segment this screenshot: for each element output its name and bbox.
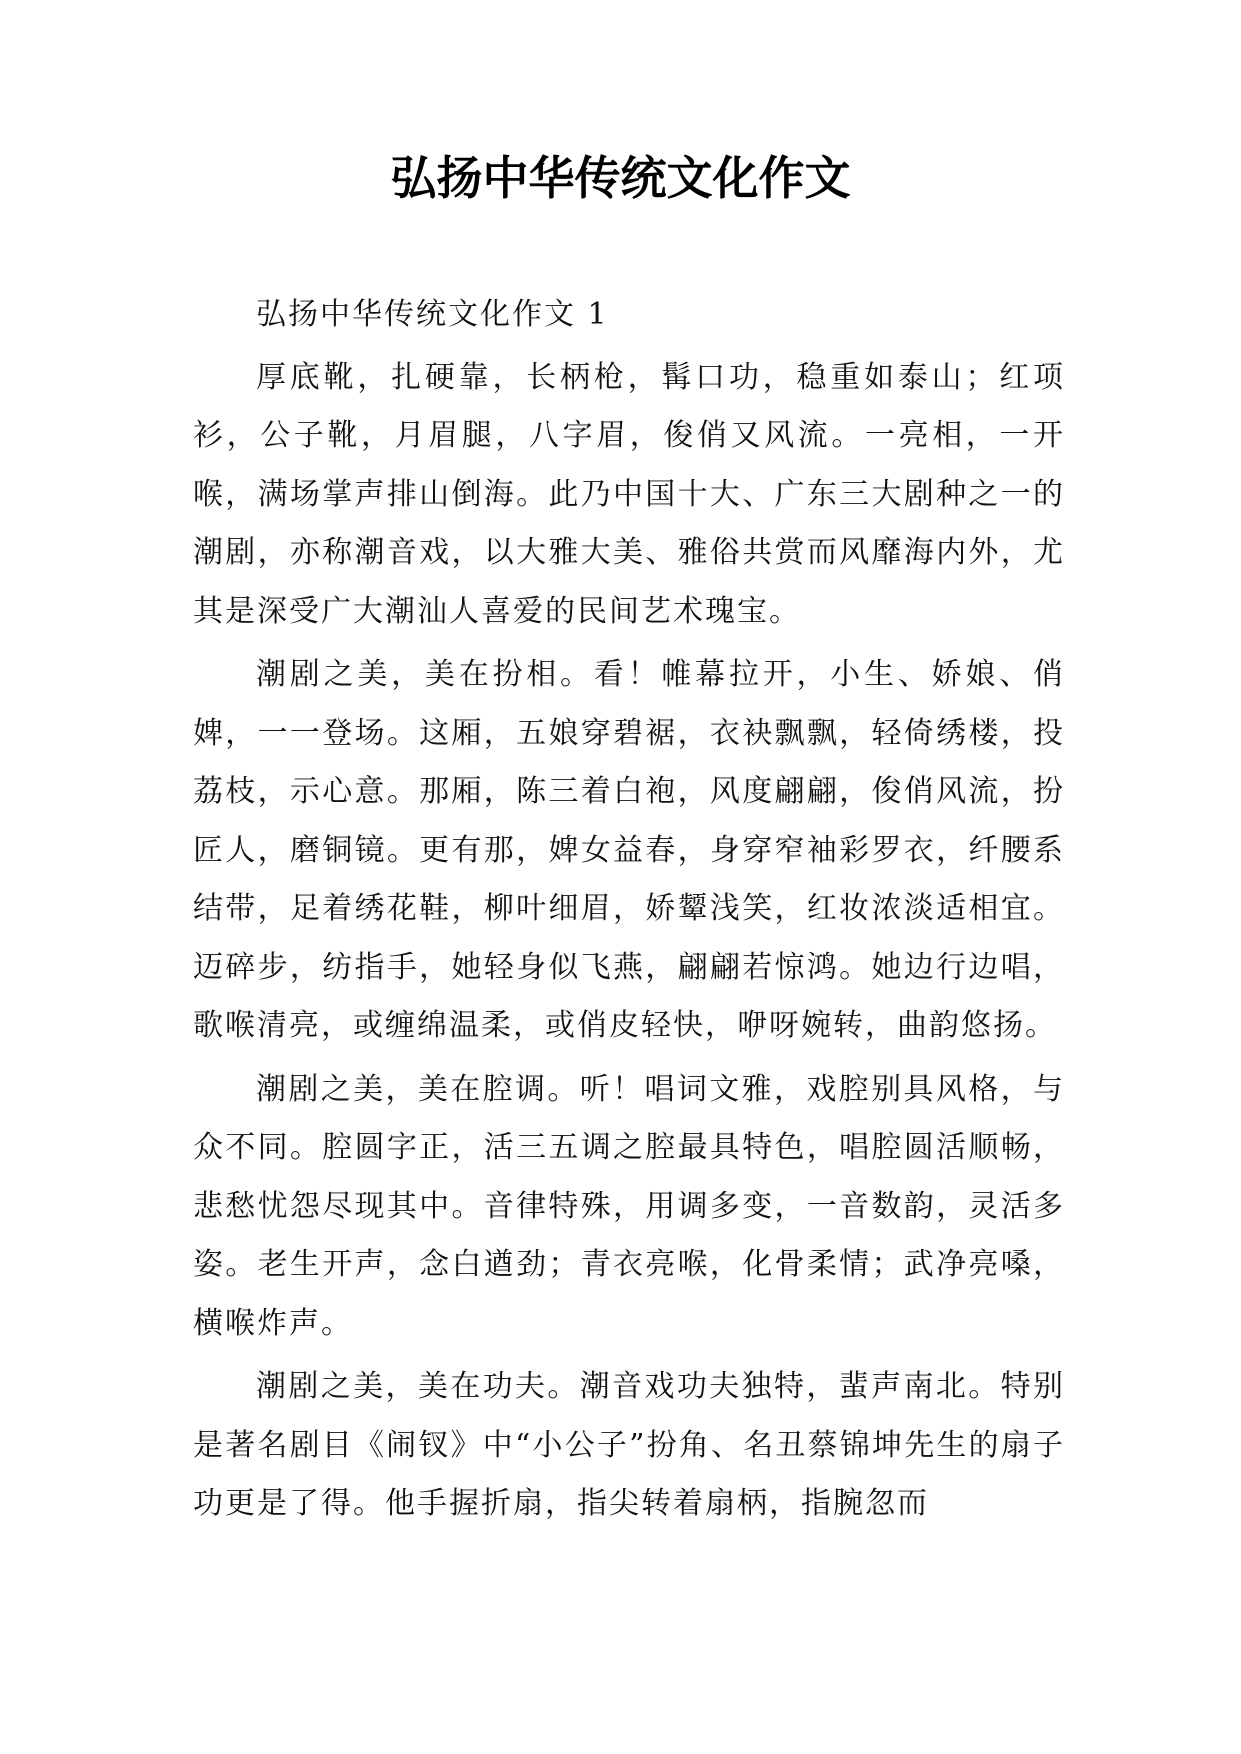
paragraph-1: 厚底靴，扎硬靠，长柄枪，髯口功，稳重如泰山；红项衫，公子靴，月眉腿，八字眉，俊俏又风流。一亮相，一开喉，满场掌声排山倒海。此乃中国十大、广东三大剧种之一的潮剧，亦称潮音戏，以大雅大美、雅俗共赏而风靡海内外，尤其是深受广大潮汕人喜爱的民间艺术瑰宝。 [193,359,1065,629]
document-title: 弘扬中华传统文化作文 [390,151,851,205]
document-body [193,286,1065,1539]
paragraph-4: 潮剧之美，美在功夫。潮音戏功夫独特，蜚声南北。特别是著名剧目《闹钗》中“小公子”扮角、名丑蔡锦坤先生的扇子功更是了得。他手握折扇，指尖转着扇柄，指腕忽而 [193,1369,1065,1521]
paragraph-2: 潮剧之美，美在扮相。看！帷幕拉开，小生、娇娘、俏婢，一一登场。这厢，五娘穿碧裾，衣袂飘飘，轻倚绣楼，投荔枝，示心意。那厢，陈三着白袍，风度翩翩，俊俏风流，扮匠人，磨铜镜。更有那，婢女益春，身穿窄袖彩罗衣，纤腰系结带，足着绣花鞋，柳叶细眉，娇颦浅笑，红妆浓淡适相宜。迈碎步，纺指手，她轻身似飞燕，翩翩若惊鸿。她边行边唱，歌喉清亮，或缠绵温柔，或俏皮轻快，咿呀婉转，曲韵悠扬。 [193,657,1065,1043]
paragraph-3: 潮剧之美，美在腔调。听！唱词文雅，戏腔别具风格，与众不同。腔圆字正，活三五调之腔最具特色，唱腔圆活顺畅，悲愁忧怨尽现其中。音律特殊，用调多变，一音数韵，灵活多姿。老生开声，念白遒劲；青衣亮喉，化骨柔情；武净亮嗓，横喉炸声。 [193,1071,1065,1341]
essay-subtitle: 弘扬中华传统文化作文 1 [256,297,609,332]
